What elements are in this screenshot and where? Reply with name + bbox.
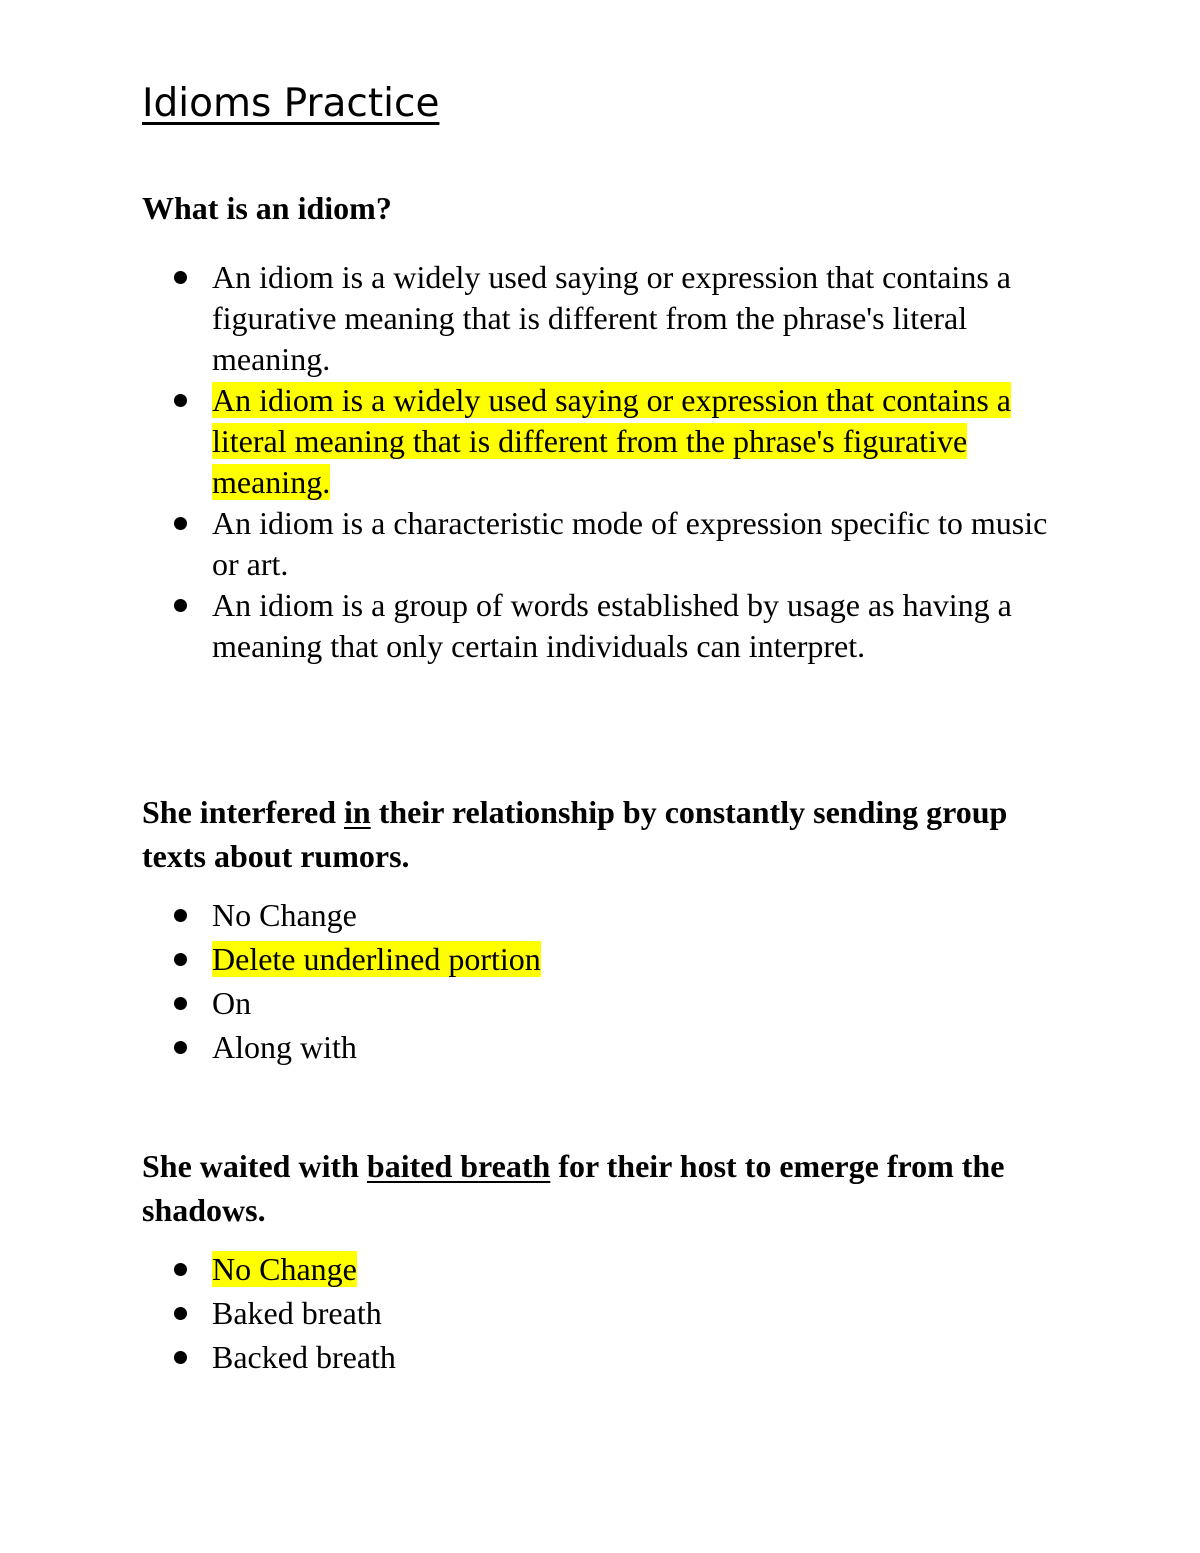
question-3-text-end: for their host to emerge from the shadows. [142, 1148, 1005, 1228]
option-text: Baked breath [212, 1295, 382, 1331]
question-3-option-1 [0, 1247, 1060, 1291]
bullet-icon [174, 271, 187, 284]
bullet-icon [174, 599, 187, 612]
question-1-option-1 [0, 257, 1060, 380]
question-1-option-3 [0, 503, 1060, 585]
question-2-option-4 [0, 1025, 1060, 1069]
option-text: An idiom is a group of words established by usage as having a meaning that only certain individuals can interpret. [212, 587, 1012, 664]
question-2-underlined-portion: in [344, 794, 371, 830]
option-text: On [212, 985, 252, 1021]
bullet-icon [174, 1041, 187, 1054]
question-3-options [0, 1247, 1060, 1379]
bullet-icon [174, 953, 187, 966]
question-1-text: What is an idiom? [142, 190, 392, 226]
question-2-text-start: She interfered [142, 794, 345, 830]
option-text-highlighted: No Change [212, 1251, 357, 1287]
option-text: No Change [212, 897, 357, 933]
question-2 [142, 790, 1072, 878]
question-3-underlined-portion: baited breath [366, 1148, 551, 1184]
question-1-options [0, 257, 1060, 667]
bullet-icon [174, 1263, 187, 1276]
option-text-highlighted: An idiom is a widely used saying or expression that contains a literal meaning that is different from the phrase's figurative meaning. [212, 382, 1011, 500]
option-text: Along with [212, 1029, 357, 1065]
question-3-option-2 [0, 1291, 1060, 1335]
question-2-option-2 [0, 937, 1060, 981]
question-2-option-1 [0, 893, 1060, 937]
question-3-text-start: She waited with [142, 1148, 367, 1184]
question-1 [142, 186, 1072, 230]
bullet-icon [174, 997, 187, 1010]
bullet-icon [174, 1351, 187, 1364]
question-1-option-2 [0, 380, 1060, 503]
option-text: Backed breath [212, 1339, 396, 1375]
question-2-text-end: their relationship by constantly sending group texts about rumors. [142, 794, 1008, 874]
bullet-icon [174, 909, 187, 922]
question-2-options [0, 893, 1060, 1069]
option-text: An idiom is a widely used saying or expression that contains a figurative meaning that is different from the phrase's literal meaning. [212, 259, 1011, 377]
option-text: An idiom is a characteristic mode of expression specific to music or art. [212, 505, 1048, 582]
bullet-icon [174, 1307, 187, 1320]
question-1-option-4 [0, 585, 1060, 667]
question-2-option-3 [0, 981, 1060, 1025]
page-title: Idioms Practice [142, 81, 440, 126]
question-3 [142, 1144, 1072, 1232]
bullet-icon [174, 394, 187, 407]
question-3-option-3 [0, 1335, 1060, 1379]
option-text-highlighted: Delete underlined portion [212, 941, 541, 977]
bullet-icon [174, 517, 187, 530]
